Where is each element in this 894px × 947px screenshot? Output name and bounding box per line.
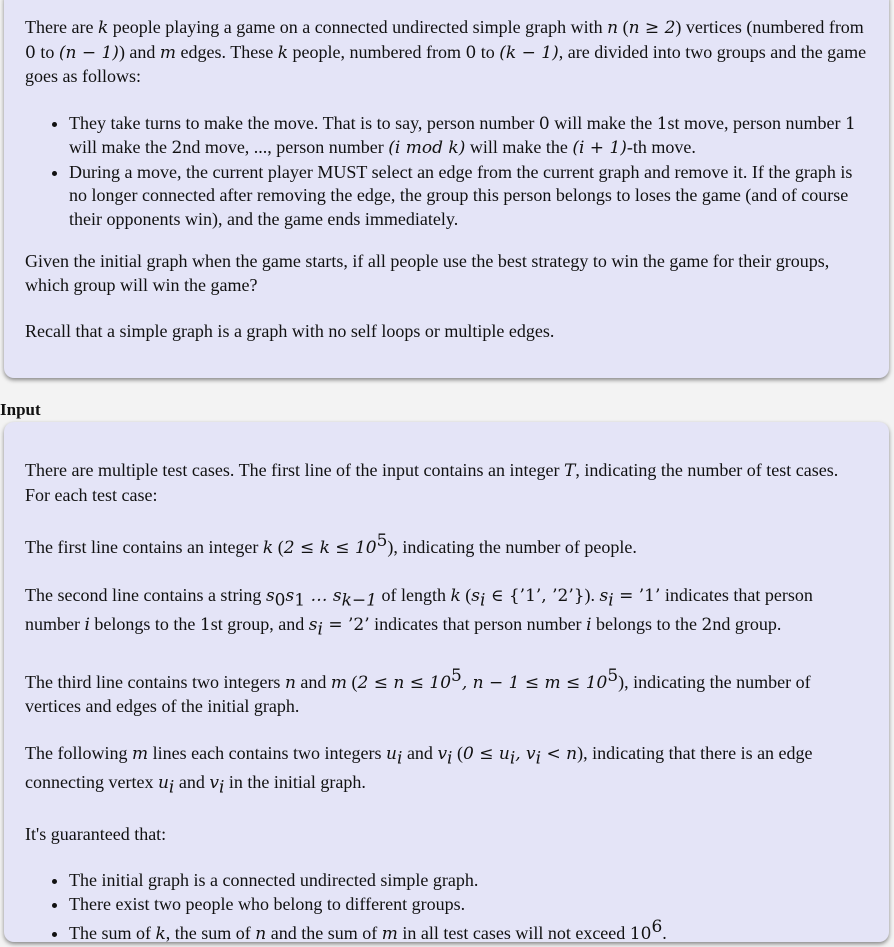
- input-paragraph-3: The second line contains a string $s_0s_1$ … $s_{k-1}$ of length k ($s_i$ ∈ {’1’, ’2’}). $s_i$ = ’1’ indicates that person number i belongs to the 1st group, and $s_i$ = ’2’ indicates that person number i belongs to the 2nd group.: [25, 584, 813, 640]
- input-paragraph-1: There are multiple test cases. The first line of the input contains an integer T, indicating the number of test cases. For each test case:: [25, 460, 839, 505]
- guarantee-item: • There exist two people who belong to different groups.: [69, 893, 867, 917]
- input-paragraph-4: The third line contains two integers n and m ($2 \le n \le 10^5$, $n - 1 \le m \le 10^5$), indicating the number of vertices and edges of the initial graph.: [25, 665, 811, 717]
- rule-item: • During a move, the current player MUST select an edge from the current graph and remove it. If the graph is no longer connected after removing the edge, the group this person belongs to loses the game (and of course their opponents win), and the game ends immediately.: [69, 161, 867, 232]
- input-paragraph-5: The following m lines each contains two integers $u_i$ and $v_i$ ($0 \le u_i$, $v_i < n$), indicating that there is an edge connecting vertex $u_i$ and $v_i$ in the initial graph.: [25, 742, 813, 798]
- statement-recall: Recall that a simple graph is a graph with no self loops or multiple edges.: [25, 321, 555, 341]
- guarantee-item: • The initial graph is a connected undirected simple graph.: [69, 869, 867, 893]
- guarantee-item: • The sum of k, the sum of n and the sum of m in all test cases will not exceed $10^6$.: [69, 916, 867, 947]
- problem-statement-card: [4, 0, 889, 378]
- rules-list: [25, 112, 867, 232]
- guarantee-intro: It's guaranteed that:: [25, 823, 167, 844]
- rule-item: • They take turns to make the move. That is to say, person number 0 will make the 1st move, person number 1 will make the 2nd move, ..., person number (i mod k) will make the (i + 1)-th move.: [69, 112, 867, 161]
- statement-intro: There are k people playing a game on a connected undirected simple graph with n (n ≥ 2) vertices (numbered from 0 to (n − 1)) and m edges. These k people, numbered from 0 to (k − 1), are divided into two groups and the game goes as follows:: [25, 17, 867, 86]
- input-spec-card: [4, 422, 889, 945]
- guarantee-list: [25, 869, 867, 947]
- input-section-heading: Input: [0, 400, 41, 419]
- input-paragraph-2: The first line contains an integer k $(2 \le k \le 10^5)$, indicating the number of people.: [25, 531, 637, 558]
- statement-question: Given the initial graph when the game starts, if all people use the best strategy to win the game for their groups, which group will win the game?: [25, 251, 830, 295]
